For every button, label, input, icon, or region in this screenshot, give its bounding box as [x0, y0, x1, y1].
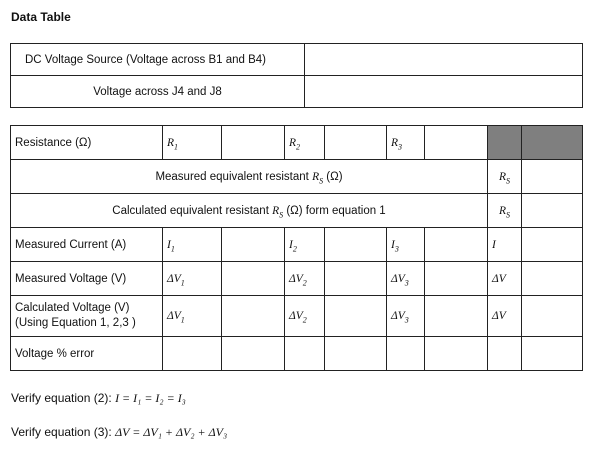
calculated-equivalent-label: Calculated equivalent resistant $R_S$ (Ω) form equation 1 — [11, 194, 488, 228]
i-symbol: I — [488, 228, 522, 262]
source-voltage-table — [10, 43, 583, 108]
table-row — [11, 160, 583, 194]
rs-symbol: $R_S$ — [488, 160, 522, 194]
measured-current-label: Measured Current (A) — [11, 228, 163, 262]
dv2-symbol: $\Delta V_2$ — [285, 296, 325, 337]
calculated-dv2-value-cell[interactable] — [325, 296, 387, 337]
error-cell[interactable] — [488, 337, 522, 371]
error-cell[interactable] — [163, 337, 222, 371]
measured-rs-value-cell[interactable] — [522, 160, 583, 194]
dc-source-value-cell[interactable] — [305, 44, 583, 76]
table-row — [11, 126, 583, 160]
i1-value-cell[interactable] — [222, 228, 285, 262]
verify-equation-2 — [11, 391, 186, 406]
i2-symbol: $I_2$ — [285, 228, 325, 262]
measured-dv3-value-cell[interactable] — [425, 262, 488, 296]
calculated-rs-value-cell[interactable] — [522, 194, 583, 228]
i3-value-cell[interactable] — [425, 228, 488, 262]
calculated-dv3-value-cell[interactable] — [425, 296, 488, 337]
verify-equation-3 — [11, 425, 227, 440]
measured-voltage-label: Measured Voltage (V) — [11, 262, 163, 296]
calculated-voltage-label: Calculated Voltage (V) (Using Equation 1, 2,3 ) — [11, 296, 163, 337]
verify-3-equation: ΔV = ΔV₁ + ΔV₂ + ΔV₃ — [115, 425, 228, 439]
measured-dv-value-cell[interactable] — [522, 262, 583, 296]
table-row — [11, 194, 583, 228]
i3-symbol: $I_3$ — [387, 228, 425, 262]
rs-symbol: $R_S$ — [488, 194, 522, 228]
verify-2-equation: I = I₁ = I₂ = I₃ — [115, 391, 186, 405]
dv-symbol: ΔV — [488, 262, 522, 296]
dv3-symbol: $\Delta V_3$ — [387, 262, 425, 296]
dv-symbol: ΔV — [488, 296, 522, 337]
table-row — [11, 262, 583, 296]
measurement-table — [10, 125, 583, 371]
table-row — [11, 228, 583, 262]
verify-3-prefix: Verify equation (3): — [11, 425, 116, 439]
table-row — [11, 296, 583, 337]
i-value-cell[interactable] — [522, 228, 583, 262]
calculated-dv-value-cell[interactable] — [522, 296, 583, 337]
j4-j8-label: Voltage across J4 and J8 — [11, 76, 305, 108]
error-cell[interactable] — [387, 337, 425, 371]
error-cell[interactable] — [425, 337, 488, 371]
i2-value-cell[interactable] — [325, 228, 387, 262]
r1-symbol: $R_1$ — [163, 126, 222, 160]
shaded-cell — [488, 126, 522, 160]
dc-source-label: DC Voltage Source (Voltage across B1 and B4) — [11, 44, 305, 76]
shaded-cell — [522, 126, 583, 160]
calculated-dv1-value-cell[interactable] — [222, 296, 285, 337]
table-row — [11, 44, 583, 76]
measured-equivalent-label: Measured equivalent resistant $R_S$ (Ω) — [11, 160, 488, 194]
dv2-symbol: $\Delta V_2$ — [285, 262, 325, 296]
table-row — [11, 337, 583, 371]
r3-value-cell[interactable] — [425, 126, 488, 160]
voltage-error-label: Voltage % error — [11, 337, 163, 371]
resistance-label: Resistance (Ω) — [11, 126, 163, 160]
dv1-symbol: $\Delta V_1$ — [163, 262, 222, 296]
j4-j8-value-cell[interactable] — [305, 76, 583, 108]
r2-symbol: $R_2$ — [285, 126, 325, 160]
dv1-symbol: $\Delta V_1$ — [163, 296, 222, 337]
error-cell[interactable] — [222, 337, 285, 371]
verify-2-prefix: Verify equation (2): — [11, 391, 116, 405]
error-cell[interactable] — [522, 337, 583, 371]
r1-value-cell[interactable] — [222, 126, 285, 160]
error-cell[interactable] — [325, 337, 387, 371]
error-cell[interactable] — [285, 337, 325, 371]
measured-dv2-value-cell[interactable] — [325, 262, 387, 296]
dv3-symbol: $\Delta V_3$ — [387, 296, 425, 337]
r2-value-cell[interactable] — [325, 126, 387, 160]
measured-dv1-value-cell[interactable] — [222, 262, 285, 296]
i1-symbol: $I_1$ — [163, 228, 222, 262]
page-title: Data Table — [11, 10, 71, 24]
r3-symbol: $R_3$ — [387, 126, 425, 160]
table-row — [11, 76, 583, 108]
